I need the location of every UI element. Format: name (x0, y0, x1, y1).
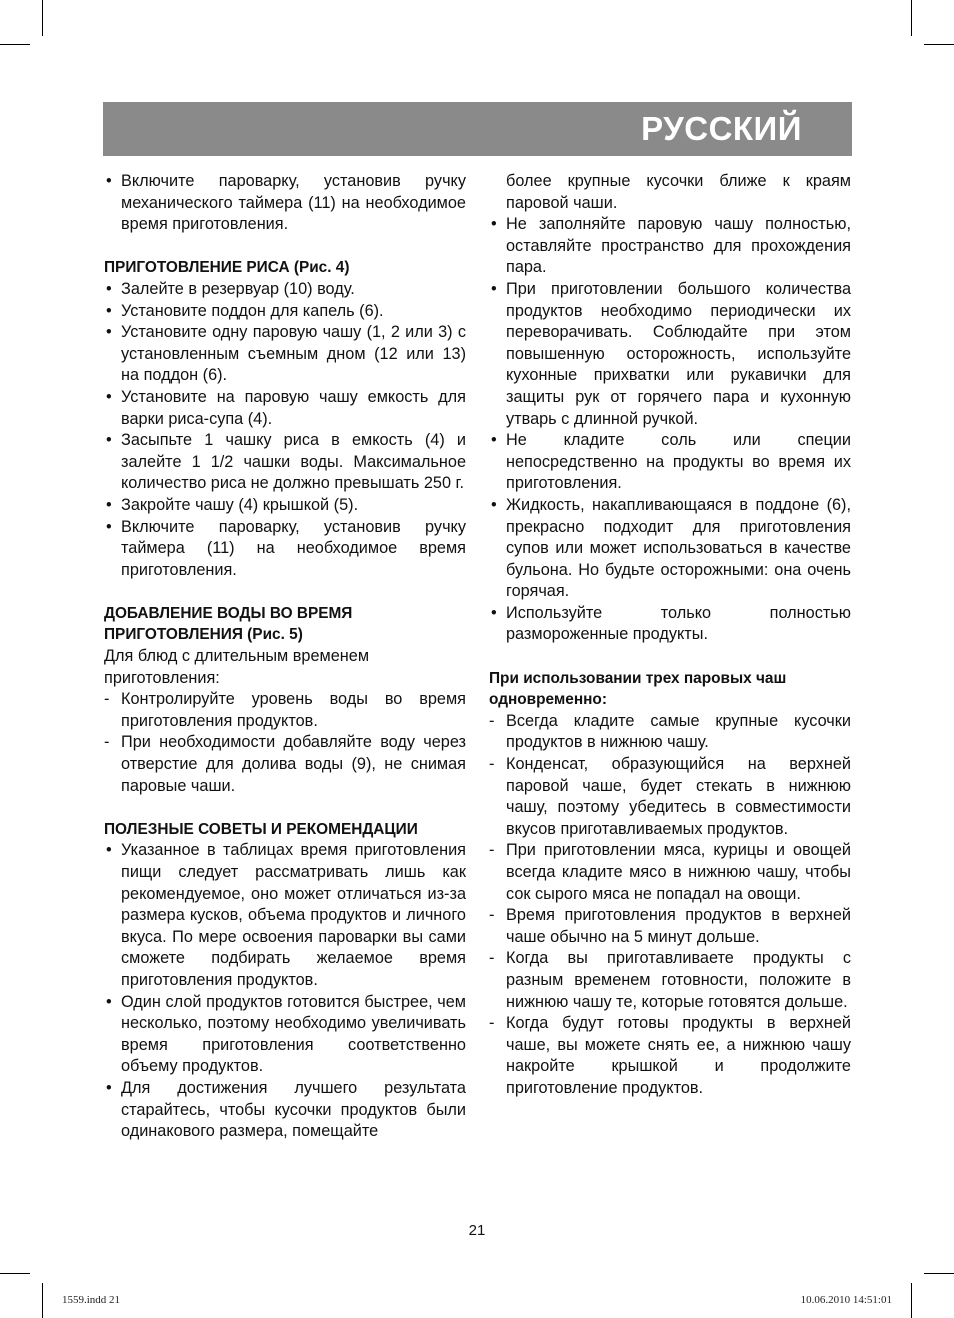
bullet-marker: • (491, 495, 497, 514)
bullet-marker: • (106, 495, 112, 514)
rice-list (104, 279, 466, 581)
dash-marker: - (104, 733, 110, 752)
list-item-text: Используйте только полностью размороженные продукты. (506, 603, 851, 644)
list-item-text: более крупные кусочки ближе к краям паровой чаши. (506, 172, 851, 212)
crop-mark (42, 0, 43, 36)
bullet-marker: • (106, 172, 112, 190)
bullet-marker: • (106, 431, 112, 450)
dash-marker: - (489, 841, 495, 860)
bullet-marker: • (106, 301, 112, 320)
bullet-marker: • (491, 279, 497, 298)
list-item-text: Всегда кладите самые крупные кусочки продуктов в нижнюю чашу. (506, 711, 851, 752)
list-item-text: При необходимости добавляйте воду через отверстие для долива воды (9), не снимая паровые чаши. (121, 733, 466, 795)
list-item-text: Жидкость, накапливающаяся в поддоне (6), прекрасно подходит для приготовления супов или может использоваться в качестве бульона. Но будьте осторожными: она очень горячая. (506, 495, 851, 601)
list-item-text: Контролируйте уровень воды во время приготовления продуктов. (121, 690, 466, 730)
bullet-marker: • (491, 431, 497, 450)
crop-mark (911, 0, 912, 36)
section-heading-three-bowls: При использовании трех паровых чаш одновременно: (489, 669, 787, 709)
list-item-text: Засыпьте 1 чашку риса в емкость (4) и залейте 1 1/2 чашки воды. Максимальное количество риса не должно превышать 250 г. (121, 431, 466, 493)
list-item-text: При приготовлении большого количества продуктов необходимо периодически их переворачивать. Соблюдайте при этом повышенную осторожность, используйте кухонные прихватки или рукавички для защиты рук от горячего пара и кухонную утварь с длинной ручкой. (506, 279, 851, 428)
bullet-marker: • (106, 279, 112, 298)
list-item-text: Когда будут готовы продукты в верхней чаше, вы можете снять ее, а нижнюю чашу накройте крышкой и продолжите приготовление продуктов. (506, 1014, 851, 1097)
bullet-marker: • (106, 841, 112, 860)
bullet-marker: • (106, 992, 112, 1011)
section-heading-tips: ПОЛЕЗНЫЕ СОВЕТЫ И РЕКОМЕНДАЦИИ (104, 820, 418, 838)
dash-marker: - (489, 906, 495, 925)
list-item-text: Один слой продуктов готовится быстрее, чем несколько, поэтому необходимо увеличивать время приготовления соответственно объему продуктов. (121, 992, 466, 1076)
list-item-text: Установите поддон для капель (6). (121, 301, 384, 320)
tips-list-continued (489, 214, 851, 646)
list-item-text: Не кладите соль или специи непосредственно на продукты во время их приготовления. (506, 431, 851, 493)
tips-list (104, 840, 466, 1142)
list-item-text: Не заполняйте паровую чашу полностью, оставляйте пространство для прохождения пара. (506, 215, 851, 277)
dash-marker: - (104, 690, 110, 709)
dash-marker: - (489, 949, 495, 968)
crop-mark (924, 44, 954, 45)
list-item-text: Установите на паровую чашу емкость для варки риса-супа (4). (121, 387, 466, 428)
section-heading-water: ДОБАВЛЕНИЕ ВОДЫ ВО ВРЕМЯ ПРИГОТОВЛЕНИЯ (Рис. 5) (104, 604, 353, 644)
list-item-continuation (489, 171, 851, 214)
bullet-marker: • (106, 1078, 112, 1097)
list-item-text: Указанное в таблицах время приготовления пищи следует рассматривать лишь как рекомендуемое, оно может отличаться из-за размера кусков, объема продуктов и личного вкуса. По мере освоения пароварки вы сами сможете подбирать желаемое время приготовления продуктов. (121, 841, 466, 989)
water-list (104, 689, 466, 797)
list-item-text: При приготовлении мяса, курицы и овощей всегда кладите мясо в нижнюю чашу, чтобы сок сырого мяса не попадал на овощи. (506, 841, 851, 903)
language-header-bar (103, 102, 852, 156)
bullet-marker: • (491, 215, 497, 234)
list-item-text: Конденсат, образующийся на верхней паровой чаше, будет стекать в нижнюю чашу, поэтому убедитесь в совместимости вкусов приготавливаемых продуктов. (506, 755, 851, 838)
list-item (104, 171, 466, 236)
crop-mark (0, 44, 30, 45)
bullet-marker: • (106, 387, 112, 406)
list-item-text: Включите пароварку, установив ручку механического таймера (11) на необходимое время приготовления. (121, 172, 466, 234)
print-slug-file: 1559.indd 21 (62, 1294, 121, 1306)
crop-mark (42, 1283, 43, 1318)
list-item-text: Для достижения лучшего результата старайтесь, чтобы кусочки продуктов были одинакового размера, помещайте (121, 1078, 466, 1141)
three-bowls-list (489, 711, 851, 1100)
section-heading-rice: ПРИГОТОВЛЕНИЕ РИСА (Рис. 4) (104, 259, 350, 277)
dash-marker: - (489, 755, 495, 774)
list-item-text: Включите пароварку, установив ручку таймера (11) на необходимое время приготовления. (121, 517, 466, 579)
crop-mark (911, 1283, 912, 1318)
list-item-text: Закройте чашу (4) крышкой (5). (121, 495, 359, 514)
dash-marker: - (489, 1014, 495, 1033)
language-title: РУССКИЙ (641, 110, 802, 147)
left-column (104, 171, 466, 1143)
paragraph: Для блюд с длительным временем приготовления: (104, 647, 370, 687)
bullet-marker: • (106, 517, 112, 536)
bullet-marker: • (106, 323, 112, 342)
list-item-text: Время приготовления продуктов в верхней чаше обычно на 5 минут дольше. (506, 906, 851, 946)
page-number: 21 (468, 1222, 486, 1239)
list-item-text: Залейте в резервуар (10) воду. (121, 279, 355, 298)
crop-mark (0, 1273, 30, 1274)
dash-marker: - (489, 711, 495, 730)
right-column (489, 171, 851, 1100)
list-item-text: Когда вы приготавливаете продукты с разным временем готовности, положите в нижнюю чашу те, которые готовятся дольше. (506, 949, 851, 1011)
list-item-text: Установите одну паровую чашу (1, 2 или 3) с установленным съемным дном (12 или 13) на поддон (6). (121, 323, 466, 385)
print-slug-timestamp: 10.06.2010 14:51:01 (800, 1294, 892, 1306)
crop-mark (924, 1273, 954, 1274)
bullet-marker: • (491, 603, 497, 622)
